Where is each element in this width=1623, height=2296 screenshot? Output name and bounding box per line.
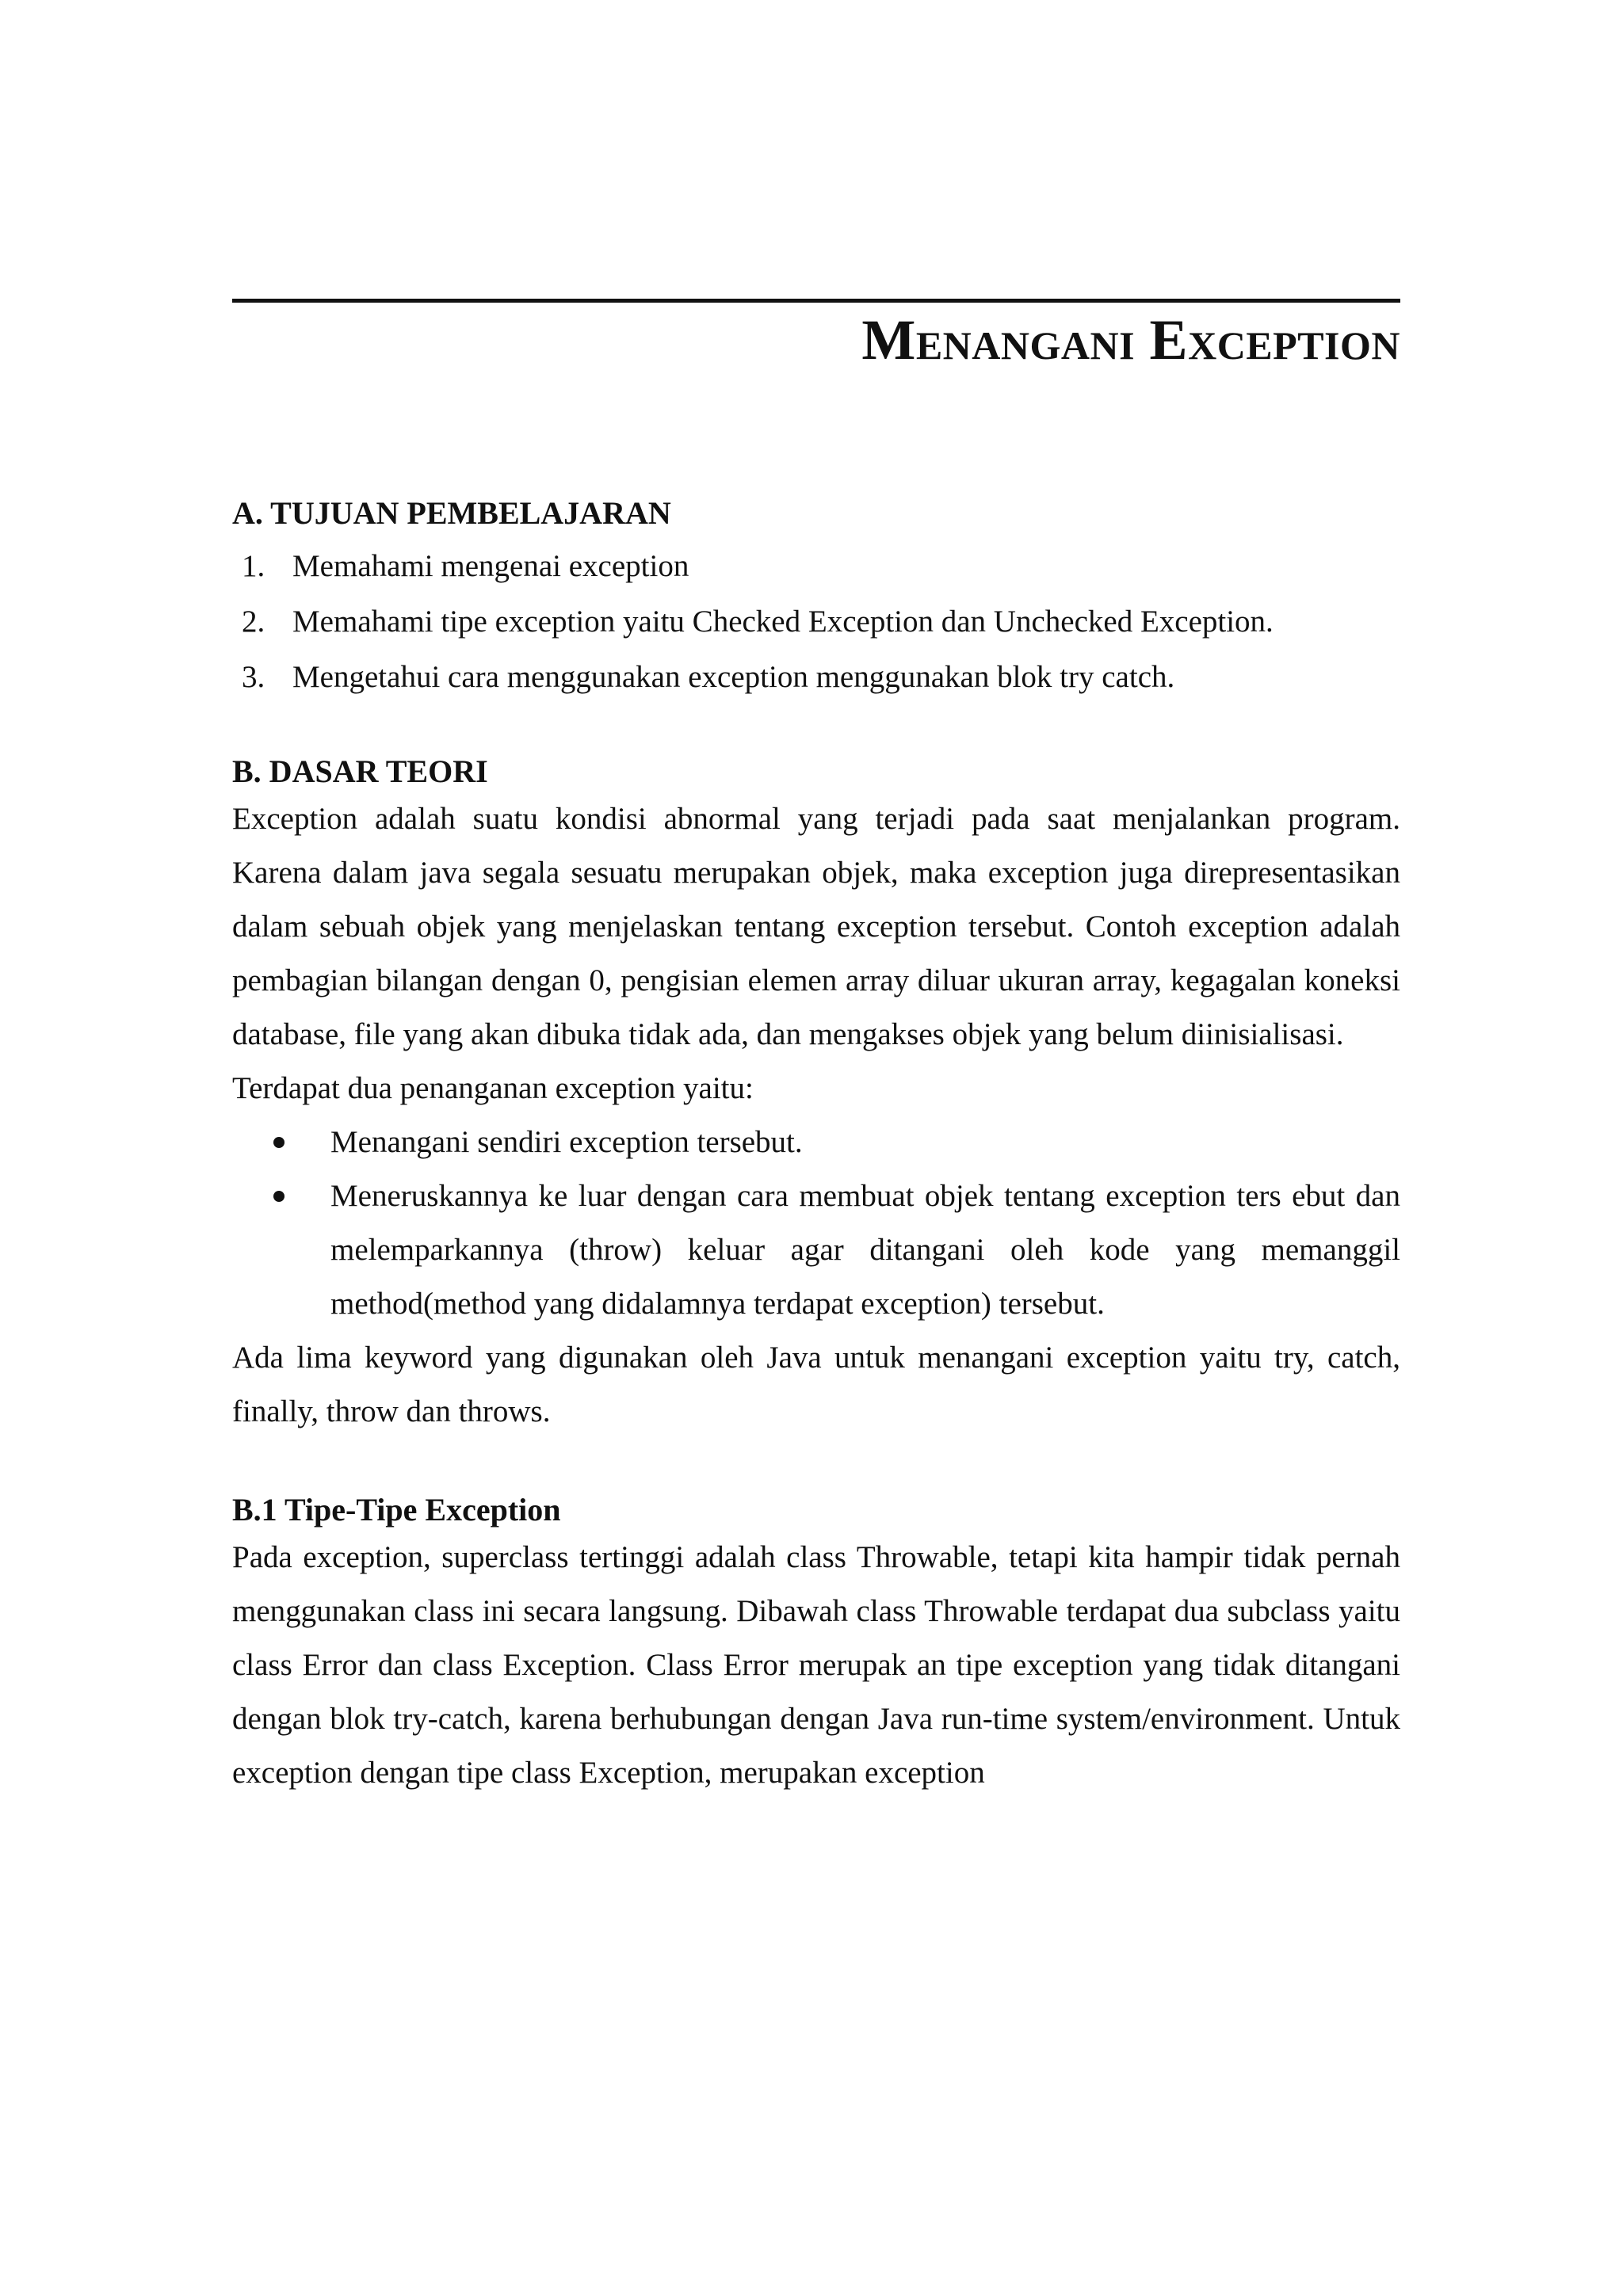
bullet-icon xyxy=(273,1191,285,1202)
chapter-title: Menangani Exception xyxy=(861,308,1400,372)
item-number: 2. xyxy=(242,605,265,639)
document-page xyxy=(232,0,1400,2296)
item-text: Memahami mengenai exception xyxy=(292,549,689,583)
page-content xyxy=(232,493,1400,1800)
section-b-heading: B. DASAR TEORI xyxy=(232,753,488,789)
theory-paragraph-2: Terdapat dua penanganan exception yaitu: xyxy=(232,1071,754,1105)
list-item xyxy=(232,650,1400,705)
section-learning-objectives xyxy=(232,493,1400,705)
item-text: Mengetahui cara menggunakan exception menggunakan blok try catch. xyxy=(292,660,1175,694)
item-number: 3. xyxy=(242,660,265,694)
types-paragraph: Pada exception, superclass tertinggi adalah class Throwable, tetapi kita hampir tidak pernah menggunakan class ini secara langsung. Dibawah class Throwable terdapat dua subclass yaitu class Error dan class Exception. Class Error merupak an tipe exception yang tidak ditangani dengan blok try-catch, karena berhubungan dengan Java run-time system/environment. Untuk exception dengan tipe class Exception, merupakan exception xyxy=(232,1540,1400,1790)
bullet-text: Meneruskannya ke luar dengan cara membuat objek tentang exception ters ebut dan melemparkannya (throw) keluar agar ditangani oleh kode yang memanggil method(method yang didalamnya terdapat exception) tersebut. xyxy=(330,1179,1400,1321)
theory-paragraph-1: Exception adalah suatu kondisi abnormal yang terjadi pada saat menjalankan program. Karena dalam java segala sesuatu merupakan objek, maka exception juga direpresentasikan dalam sebuah objek yang menjelaskan tentang exception tersebut. Contoh exception adalah pembagian bilangan dengan 0, pengisian elemen array diluar ukuran array, kegagalan koneksi database, file yang akan dibuka tidak ada, dan mengakses objek yang belum diinisialisasi. xyxy=(232,802,1400,1051)
list-item xyxy=(232,539,1400,594)
section-exception-types xyxy=(232,1489,1400,1800)
objectives-list xyxy=(232,539,1400,705)
section-basic-theory xyxy=(232,751,1400,1439)
bullet-text: Menangani sendiri exception tersebut. xyxy=(330,1125,803,1159)
handling-bullets xyxy=(232,1116,1400,1331)
bullet-item xyxy=(232,1116,1400,1169)
list-item xyxy=(232,594,1400,650)
title-rule xyxy=(232,299,1400,303)
theory-paragraph-3: Ada lima keyword yang digunakan oleh Java untuk menangani exception yaitu try, catch, finally, throw dan throws. xyxy=(232,1341,1400,1428)
item-text: Memahami tipe exception yaitu Checked Exception dan Unchecked Exception. xyxy=(292,605,1274,639)
section-b1-heading: B.1 Tipe-Tipe Exception xyxy=(232,1492,561,1527)
bullet-icon xyxy=(273,1137,285,1148)
bullet-item xyxy=(232,1169,1400,1331)
item-number: 1. xyxy=(242,549,265,583)
section-a-heading: A. TUJUAN PEMBELAJARAN xyxy=(232,495,671,531)
